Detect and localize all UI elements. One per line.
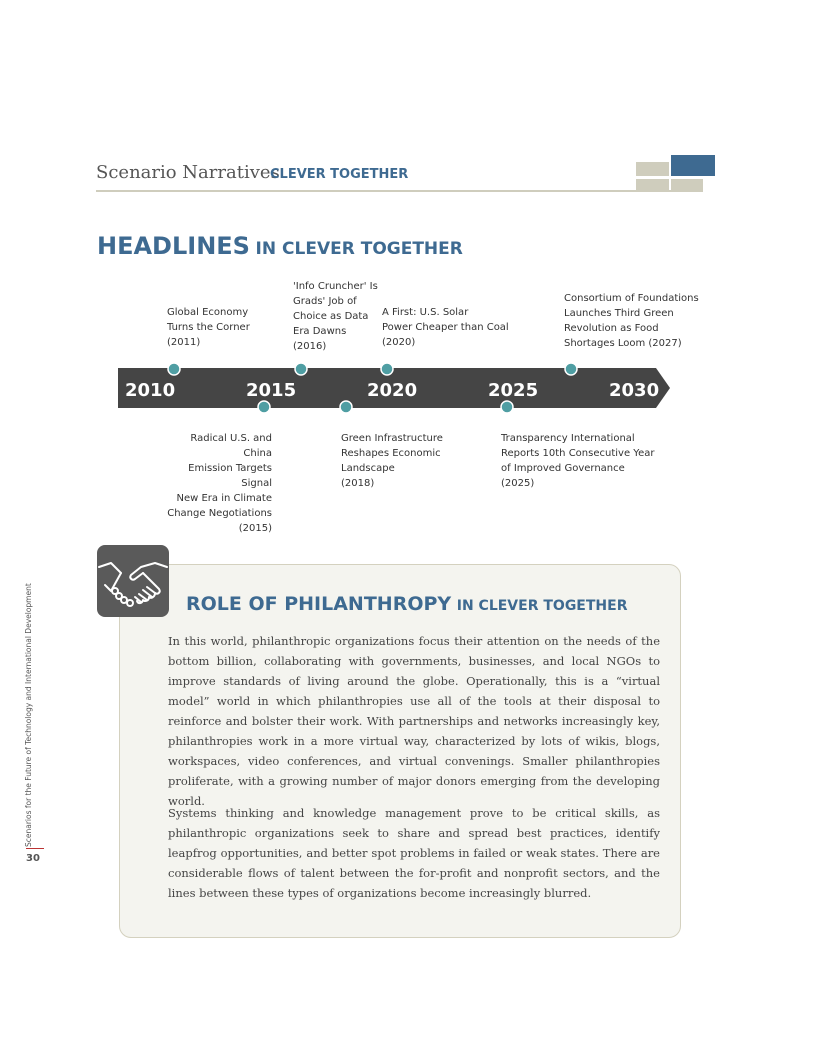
timeline-dot — [381, 363, 393, 375]
timeline-dot — [168, 363, 180, 375]
section-title: Scenario Narratives — [96, 162, 280, 183]
year-label: 2025 — [488, 380, 539, 401]
body-paragraph: In this world, philanthropic organizations focus their attention on the needs of the bottom billion, collaborating with governments, businesses, and local NGOs to improve standards of living around the globe. Operationally, this is a “virtual model” world in which philanthropies use all of the tools at their disposal to reinforce and bolster their work. With partnerships and networks increasingly key, philanthropies work in a more virtual way, characterized by lots of wikis, blogs, workspaces, video conferences, and virtual convenings. Smaller philanthropies proliferate, with a growing number of major donors emerging from the developing world. — [168, 634, 660, 808]
running-title: Scenarios for the Future of Technology and International Development — [24, 583, 33, 847]
page-number: 30 — [26, 853, 40, 864]
headlines-title-main: HEADLINES — [97, 232, 250, 260]
timeline-dot — [565, 363, 577, 375]
headline-event: Green Infrastructure Reshapes Economic Landscape (2018) — [341, 433, 443, 489]
year-label: 2010 — [125, 380, 176, 401]
headline-event: Consortium of Foundations Launches Third Green Revolution as Food Shortages Loom (2027) — [564, 293, 699, 349]
headline-event: 'Info Cruncher' Is Grads' Job of Choice as Data Era Dawns (2016) — [293, 281, 378, 352]
scenario-name: CLEVER TOGETHER — [270, 167, 409, 182]
handshake-icon — [97, 545, 169, 617]
timeline-dot — [501, 401, 513, 413]
headline-event: A First: U.S. Solar Power Cheaper than Coal (2020) — [382, 307, 509, 348]
headlines-title-sub: IN CLEVER TOGETHER — [255, 239, 463, 259]
timeline-dot — [340, 401, 352, 413]
headline-event: Transparency International Reports 10th Consecutive Year of Improved Governance (2025) — [501, 433, 655, 489]
timeline-dot — [295, 363, 307, 375]
headline-event: Global Economy Turns the Corner (2011) — [167, 307, 250, 348]
role-title-main: ROLE OF PHILANTHROPY — [186, 593, 452, 615]
timeline-dot — [258, 401, 270, 413]
body-paragraph: Systems thinking and knowledge management prove to be critical skills, as philanthropic organizations seek to share and spread best practices, identify leapfrog opportunities, and better spot problems in failed or weak states. There are considerable flows of talent between the for-profit and nonprofit sectors, and the lines between these types of organizations become increasingly blurred. — [168, 806, 660, 900]
year-label: 2015 — [246, 380, 297, 401]
year-label: 2020 — [367, 380, 418, 401]
headline-event: Radical U.S. and China Emission Targets Signal New Era in Climate Change Negotiations (2015) — [167, 433, 272, 534]
role-title — [186, 593, 627, 615]
page-rule — [26, 848, 44, 849]
role-title-sub: IN CLEVER TOGETHER — [456, 598, 628, 614]
year-label: 2030 — [609, 380, 660, 401]
